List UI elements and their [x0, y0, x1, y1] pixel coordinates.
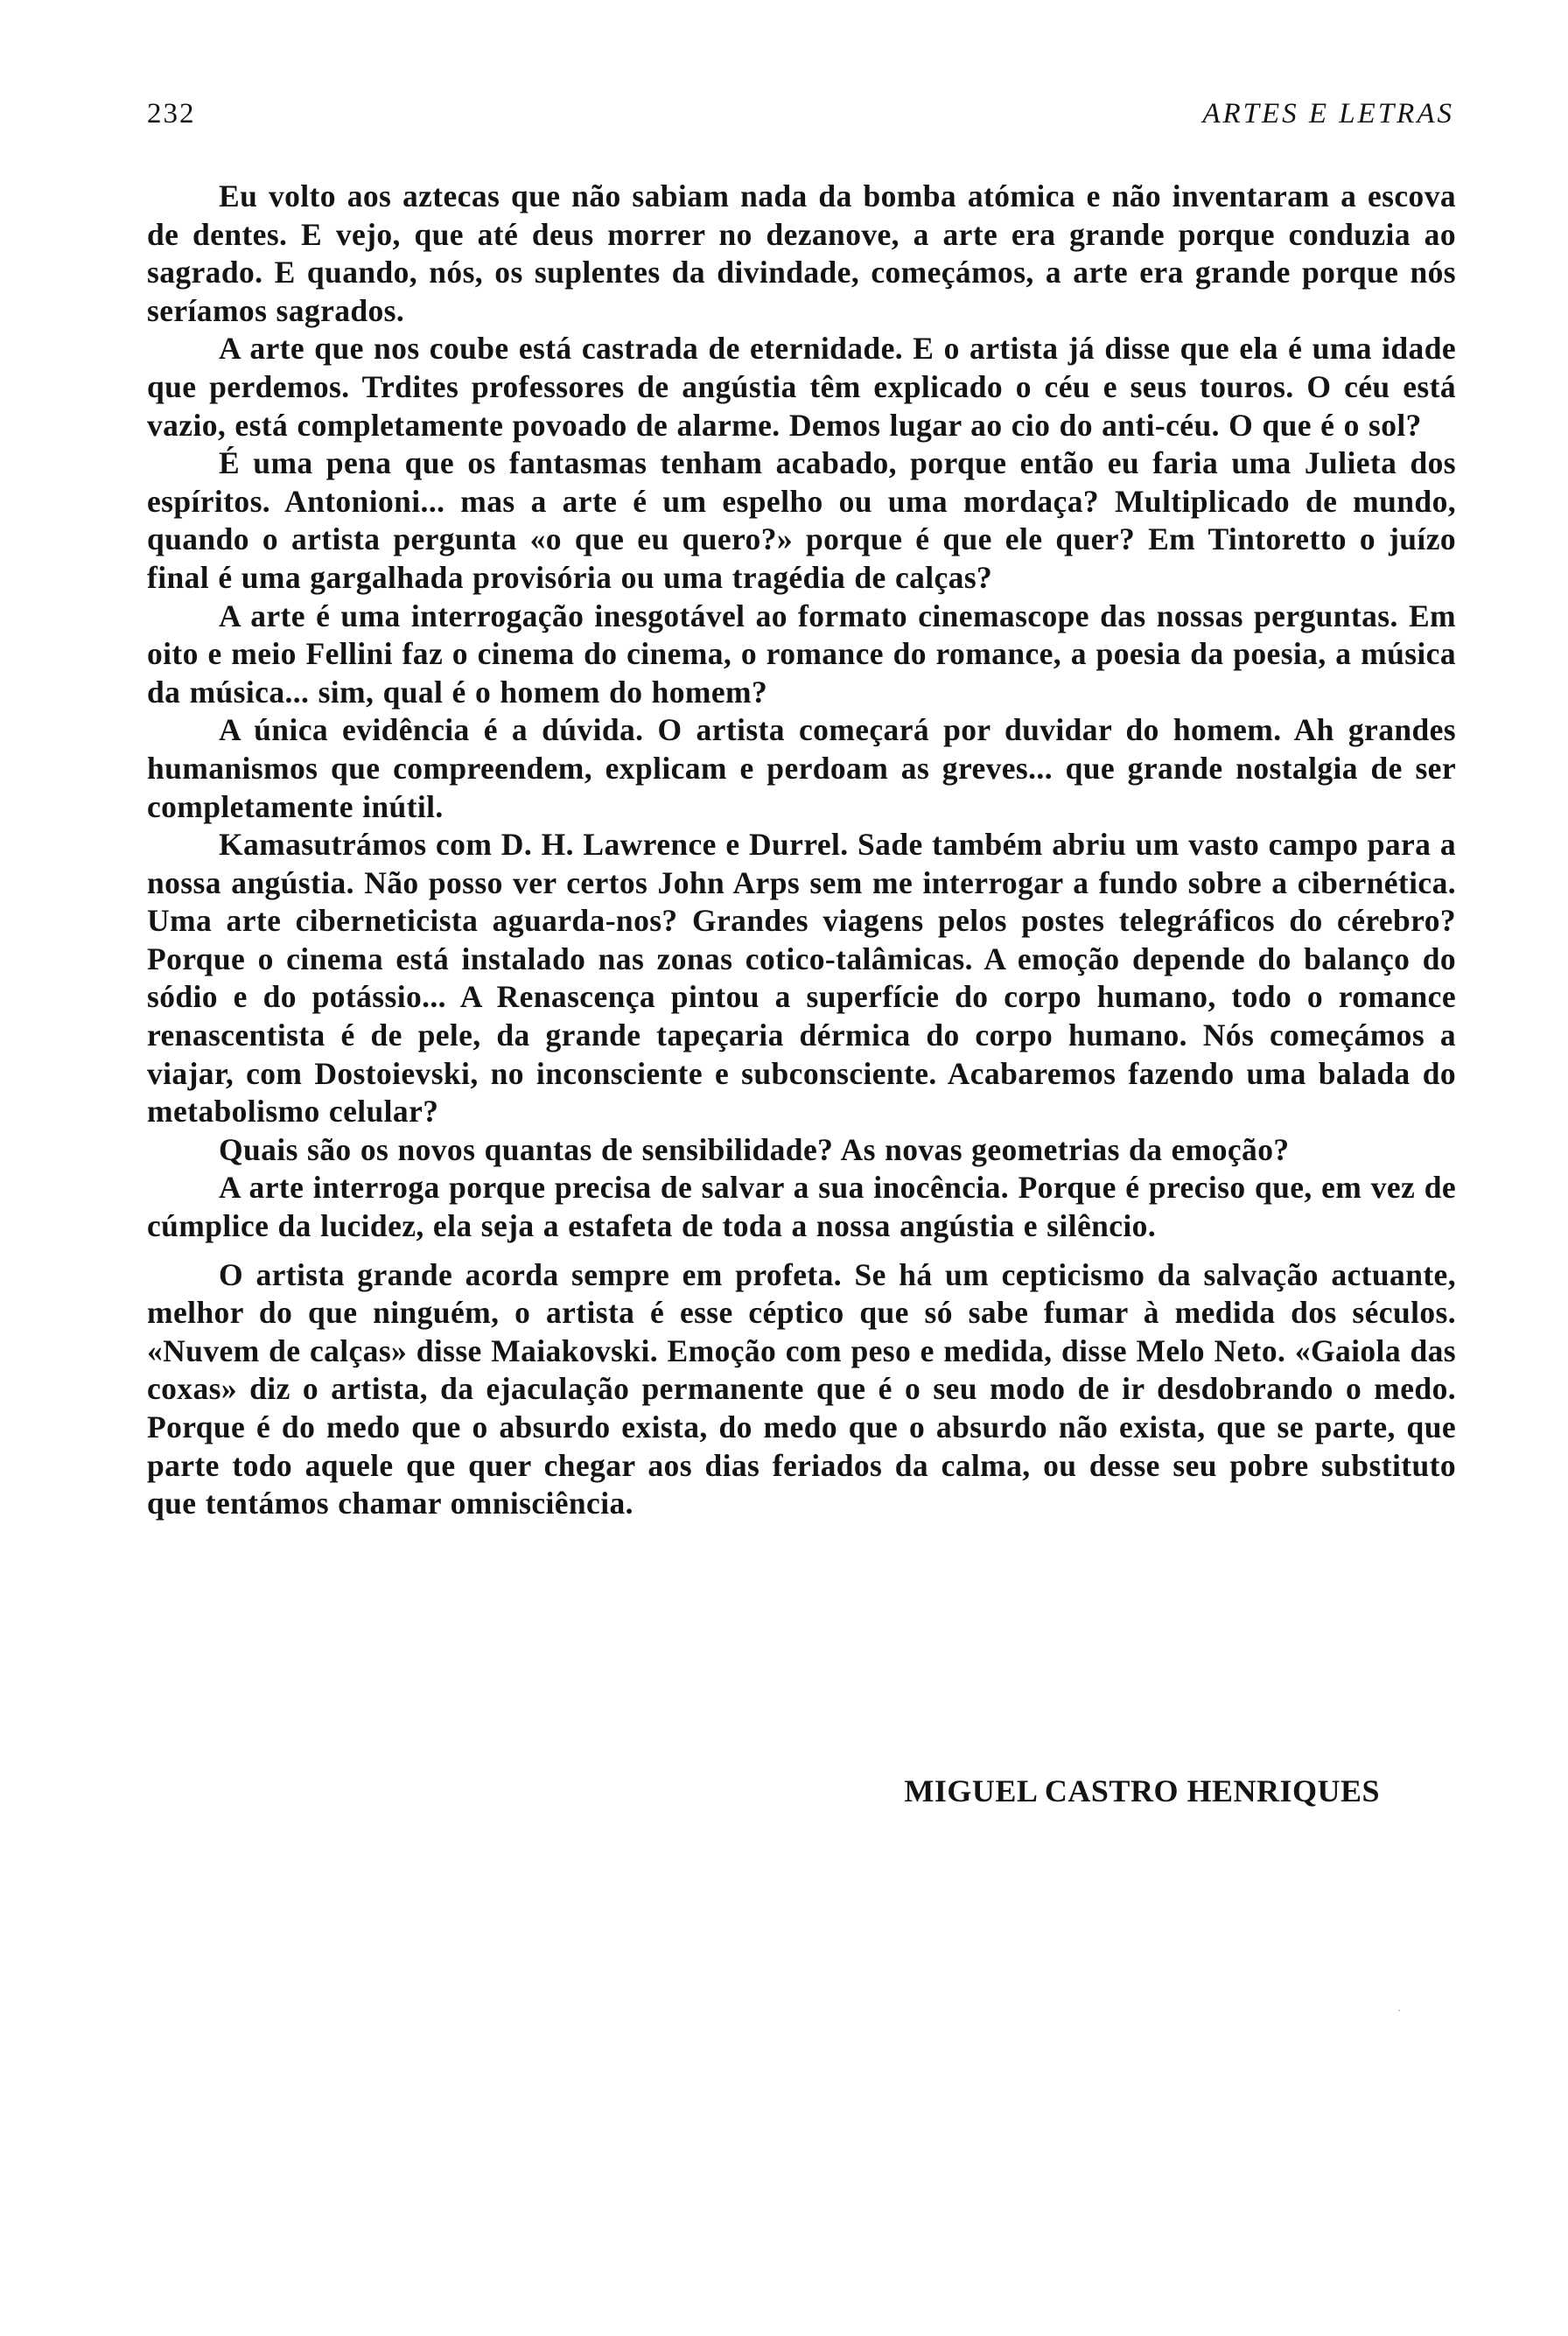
- paragraph: Kamasutrámos com D. H. Lawrence e Durrel. Sade também abriu um vasto campo para a nossa angústia. Não posso ver certos John Arps sem me interrogar a fundo sobre a cibernética. Uma arte ciberneticista aguarda-nos? Grandes viagens pelos postes telegráficos do cérebro? Porque o cinema está instalado nas zonas cotico-talâmicas. A emoção depende do balanço do sódio e do potássio... A Renascença pintou a superfície do corpo humano, todo o romance renascentista é de pele, da grande tapeçaria dérmica do corpo humano. Nós começámos a viajar, com Dostoievski, no inconsciente e subconsciente. Acabaremos fazendo uma balada do metabolismo celular?: [147, 827, 1456, 1130]
- paragraph: A arte é uma interrogação inesgotável ao formato cinemascope das nossas perguntas. Em oito e meio Fellini faz o cinema do cinema, o romance do romance, a poesia da poesia, a música da música... sim, qual é o homem do homem?: [147, 598, 1456, 710]
- author-signature: MIGUEL CASTRO HENRIQUES: [904, 1773, 1380, 1808]
- paragraph: Quais são os novos quantas de sensibilidade? As novas geometrias da emoção?: [219, 1131, 1290, 1167]
- paragraph: A arte que nos coube está castrada de eternidade. E o artista já disse que ela é uma idade que perdemos. Trdites professores de angústia têm explicado o céu e seus touros. O céu está vazio, está completamente povoado de alarme. Demos lugar ao cio do anti-céu. O que é o sol?: [147, 331, 1456, 443]
- paragraph: Eu volto aos aztecas que não sabiam nada da bomba atómica e não inventaram a escova de dentes. E vejo, que até deus morrer no dezanove, a arte era grande porque conduzia ao sagrado. E quando, nós, os suplentes da divindade, começámos, a arte era grande porque nós seríamos sagrados.: [147, 178, 1456, 328]
- paragraph: É uma pena que os fantasmas tenham acabado, porque então eu faria uma Julieta dos espíritos. Antonioni... mas a arte é um espelho ou uma mordaça? Multiplicado de mundo, quando o artista pergunta «o que eu quero?» porque é que ele quer? Em Tintoretto o juízo final é uma gargalhada provisória ou uma tragédia de calças?: [147, 445, 1456, 595]
- article-body: [147, 178, 1456, 1523]
- section-title: ARTES E LETRAS: [1202, 98, 1454, 129]
- paragraph: A única evidência é a dúvida. O artista começará por duvidar do homem. Ah grandes humanismos que compreendem, explicam e perdoam as greves... que grande nostalgia de ser completamente inútil.: [147, 712, 1456, 824]
- running-head: [147, 98, 1454, 142]
- paragraph: O artista grande acorda sempre em profeta. Se há um cepticismo da salvação actuante, melhor do que ninguém, o artista é esse céptico que só sabe fumar à medida dos séculos. «Nuvem de calças» disse Maiakovski. Emoção com peso e medida, disse Melo Neto. «Gaiola das coxas» diz o artista, da ejaculação permanente que é o seu modo de ir desdobrando o medo. Porque é do medo que o absurdo exista, do medo que o absurdo não exista, que se parte, que parte todo aquele que quer chegar aos dias feriados da calma, ou desse seu pobre substituto que tentámos chamar omnisciência.: [147, 1256, 1456, 1521]
- page-number: 232: [147, 98, 196, 129]
- paragraph: A arte interroga porque precisa de salvar a sua inocência. Porque é preciso que, em vez de cúmplice da lucidez, ela seja a estafeta de toda a nossa angústia e silêncio.: [147, 1170, 1456, 1244]
- paper-speck: [1398, 2010, 1400, 2011]
